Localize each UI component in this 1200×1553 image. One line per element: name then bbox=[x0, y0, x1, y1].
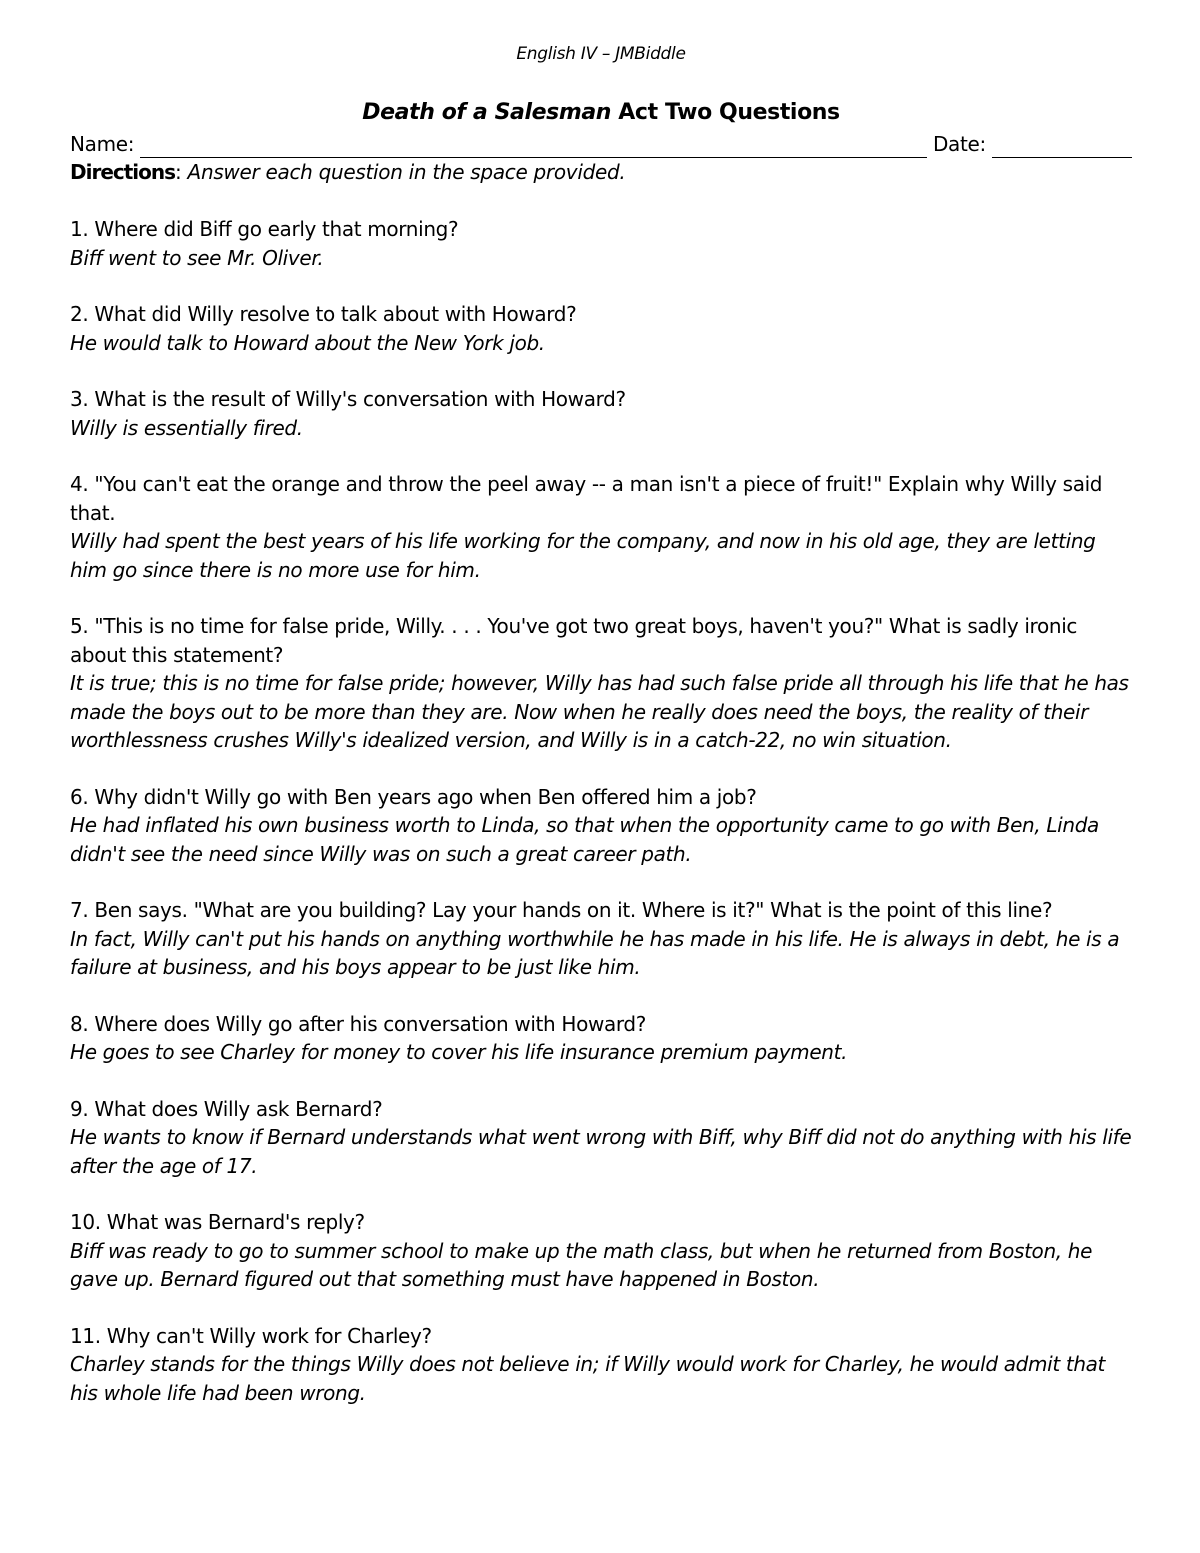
title-play-name: Death of a Salesman bbox=[362, 100, 612, 125]
directions-label: Directions bbox=[70, 160, 176, 184]
question-item bbox=[70, 470, 1132, 584]
question-text: 9. What does Willy ask Bernard? bbox=[70, 1096, 383, 1121]
answer-text: He wants to know if Bernard understands what went wrong with Biff, why Biff did not do anything with his life after the age of 17. bbox=[70, 1125, 1132, 1178]
question-item bbox=[70, 1208, 1132, 1294]
question-item bbox=[70, 612, 1132, 755]
question-text: 5. "This is no time for false pride, Willy. . . . You've got two great boys, haven't you?" What is sadly ironic about this statement? bbox=[70, 614, 1078, 667]
answer-text: It is true; this is no time for false pride; however, Willy has had such false pride all through his life that he has made the boys out to be more than they are. Now when he really does need the boys, the reality of their worthlessness crushes Willy's idealized version, and Willy is in a catch-22, no win situation. bbox=[70, 671, 1129, 752]
title-rest: Act Two Questions bbox=[611, 100, 840, 125]
answer-text: Biff was ready to go to summer school to make up the math class, but when he returned from Boston, he gave up. Bernard figured out that something must have happened in Boston. bbox=[70, 1238, 1093, 1291]
question-text: 1. Where did Biff go early that morning? bbox=[70, 217, 459, 241]
question-text: 6. Why didn't Willy go with Ben years ago when Ben offered him a job? bbox=[70, 784, 757, 809]
question-text: 2. What did Willy resolve to talk about with Howard? bbox=[70, 302, 577, 326]
directions-text: Answer each question in the space provided. bbox=[181, 160, 626, 184]
answer-text: Biff went to see Mr. Oliver. bbox=[70, 245, 324, 270]
question-text: 4. "You can't eat the orange and throw the peel away -- a man isn't a piece of fruit!" Explain why Willy said that. bbox=[70, 472, 1103, 525]
name-blank-line bbox=[140, 135, 927, 158]
page-title bbox=[70, 98, 1132, 128]
answer-text: Charley stands for the things Willy does not believe in; if Willy would work for Charley, he would admit that his whole life had been wrong. bbox=[70, 1352, 1106, 1405]
answer-text: Willy had spent the best years of his life working for the company, and now in his old age, they are letting him go since there is no more use for him. bbox=[70, 529, 1096, 582]
question-text: 3. What is the result of Willy's conversation with Howard? bbox=[70, 387, 626, 411]
question-item bbox=[70, 1095, 1132, 1181]
question-item bbox=[70, 215, 1132, 272]
date-blank-line bbox=[992, 135, 1132, 158]
directions-colon: : bbox=[175, 160, 182, 184]
date-label: Date: bbox=[932, 132, 986, 156]
question-item bbox=[70, 385, 1132, 442]
name-date-row bbox=[70, 128, 1132, 158]
directions bbox=[70, 158, 1132, 186]
name-label: Name: bbox=[70, 132, 135, 156]
answer-text: In fact, Willy can't put his hands on anything worthwhile he has made in his life. He is always in debt, he is a failure at business, and his boys appear to be just like him. bbox=[70, 926, 1120, 979]
question-text: 10. What was Bernard's reply? bbox=[70, 1210, 365, 1234]
question-text: 8. Where does Willy go after his conversation with Howard? bbox=[70, 1011, 646, 1036]
question-list bbox=[70, 215, 1132, 1407]
page-header: English IV – JMBiddle bbox=[516, 44, 686, 64]
question-text: 11. Why can't Willy work for Charley? bbox=[70, 1323, 432, 1348]
answer-text: He goes to see Charley for money to cover his life insurance premium payment. bbox=[70, 1040, 848, 1064]
answer-text: He had inflated his own business worth to Linda, so that when the opportunity came to go with Ben, Linda didn't see the need since Willy was on such a great career path. bbox=[70, 813, 1099, 866]
question-item bbox=[70, 300, 1132, 357]
answer-text: Willy is essentially fired. bbox=[70, 415, 303, 440]
question-item bbox=[70, 783, 1132, 869]
question-item bbox=[70, 1010, 1132, 1067]
worksheet-page bbox=[70, 40, 1132, 1435]
question-item bbox=[70, 1322, 1132, 1408]
question-text: 7. Ben says. "What are you building? Lay your hands on it. Where is it?" What is the point of this line? bbox=[70, 898, 1053, 922]
question-item bbox=[70, 896, 1132, 982]
answer-text: He would talk to Howard about the New York job. bbox=[70, 330, 545, 355]
